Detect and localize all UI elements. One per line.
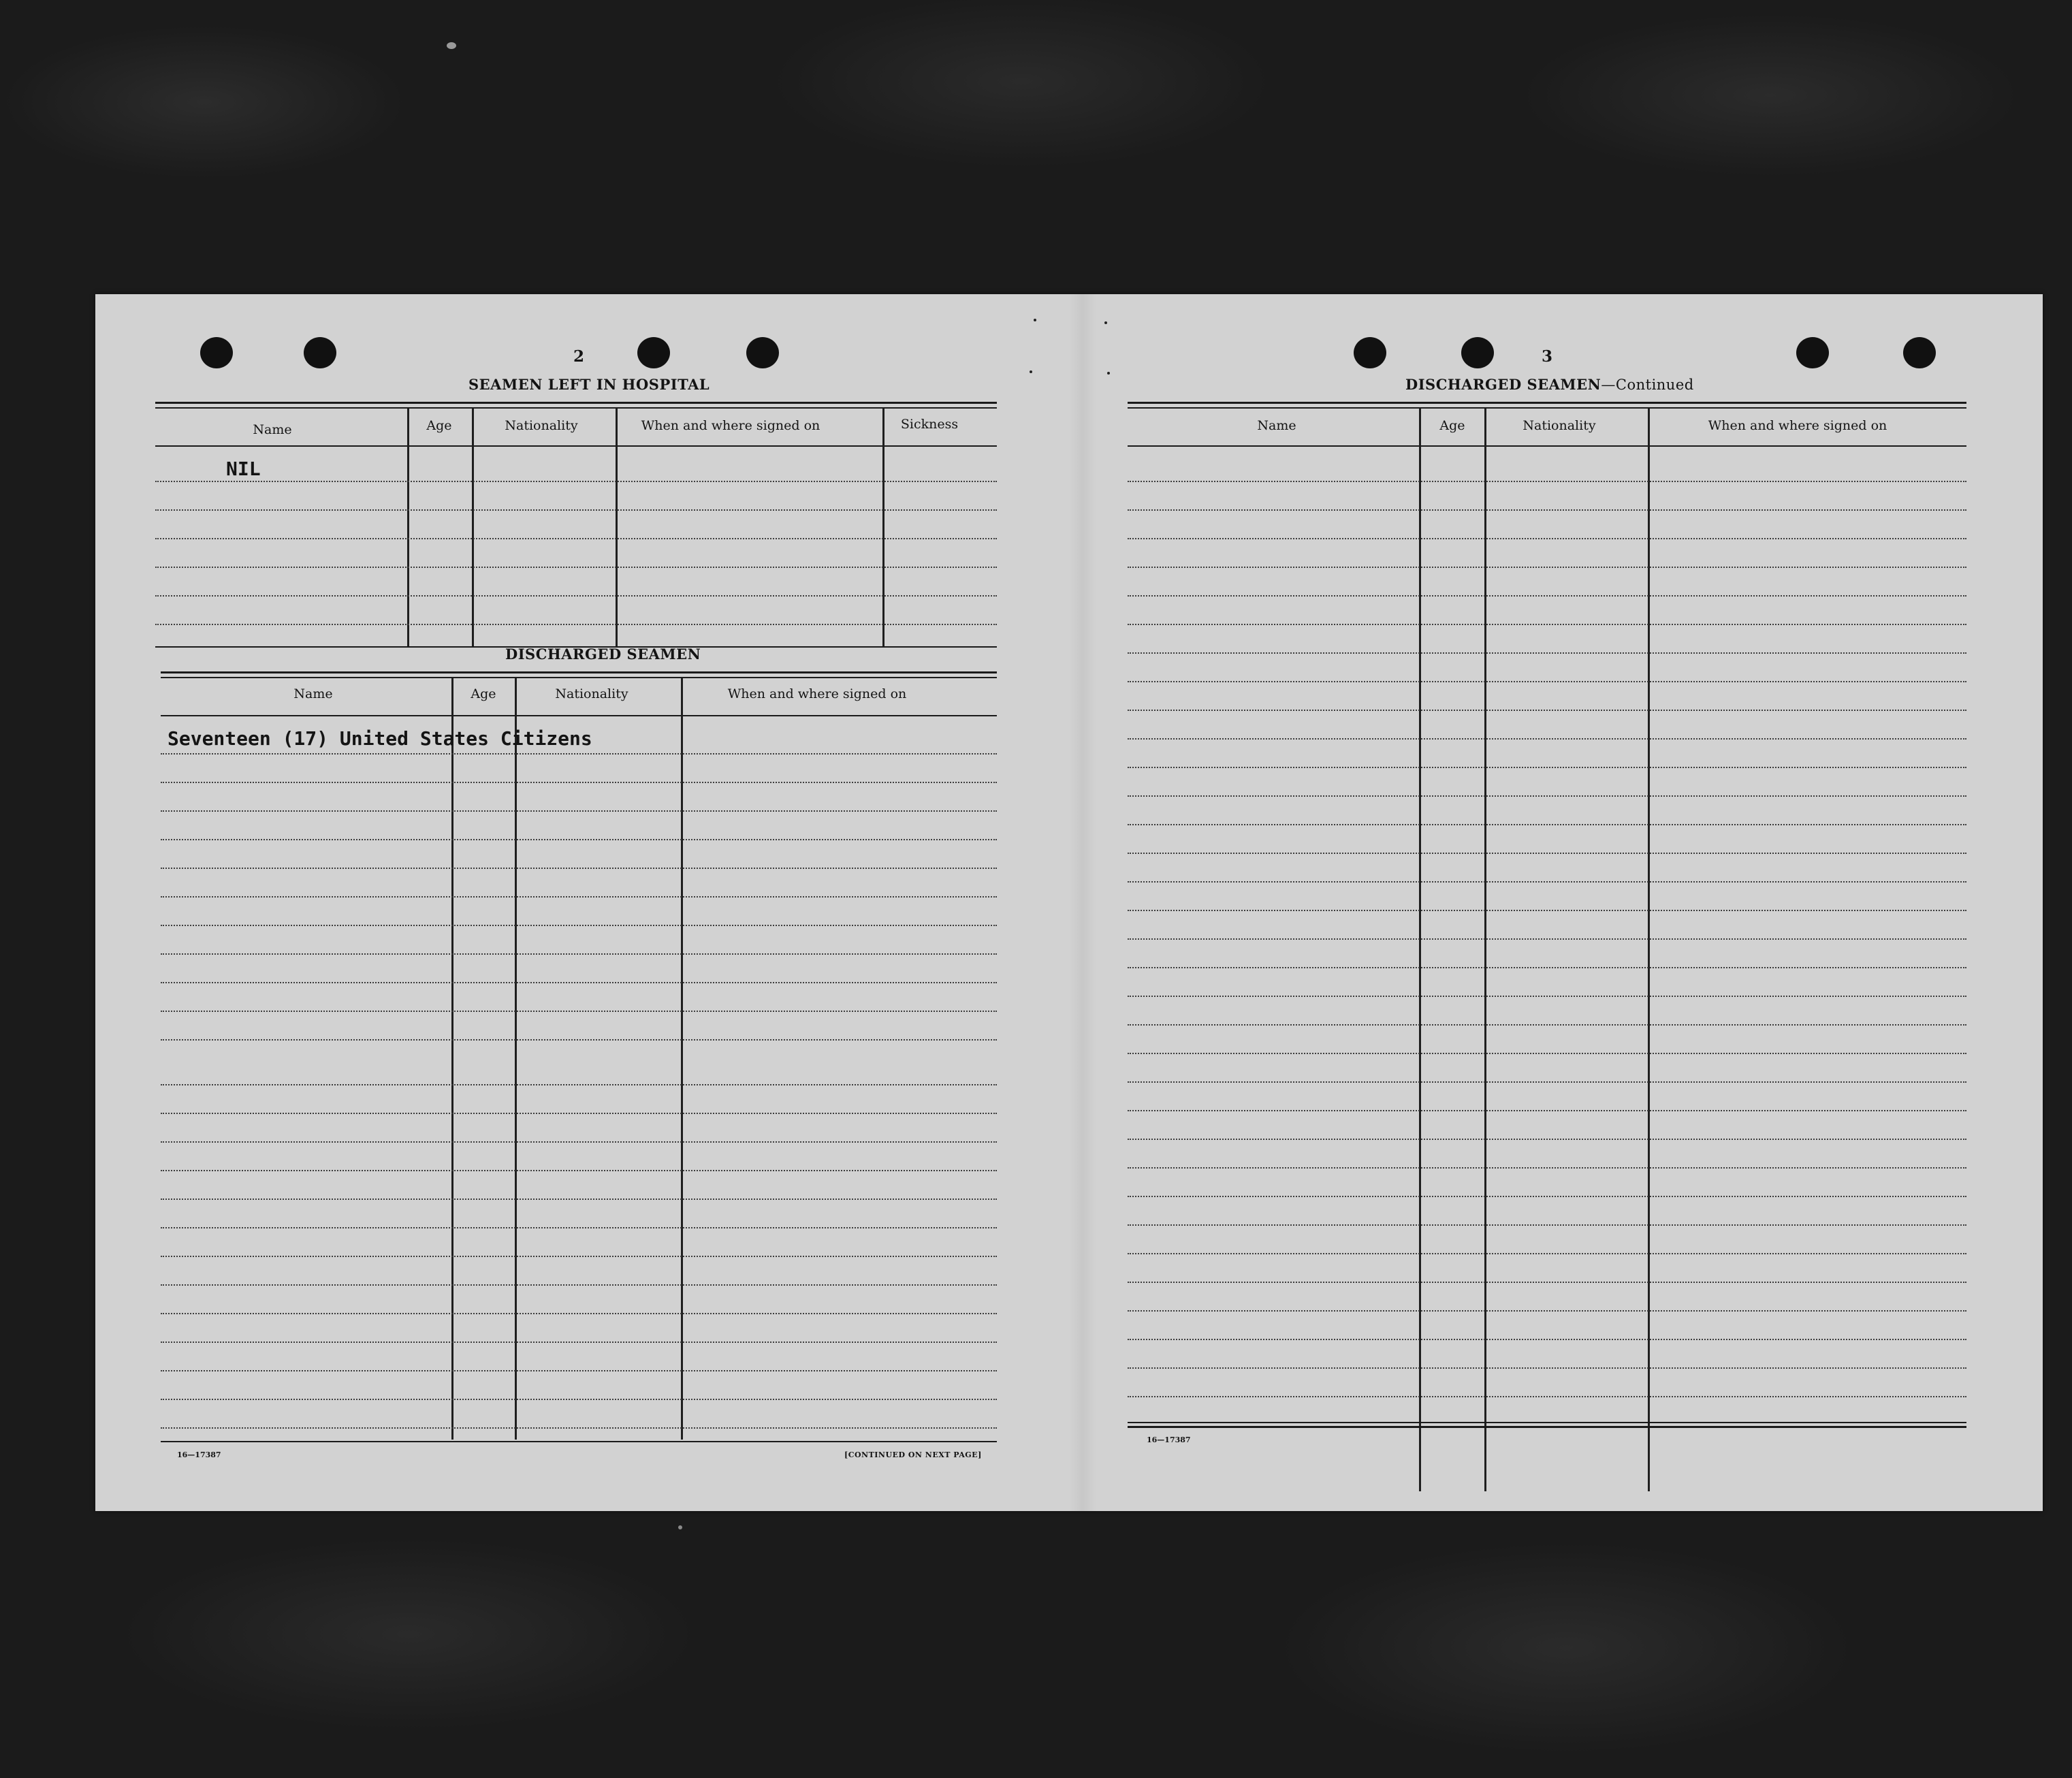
table-row-line [1128,1167,1966,1169]
hospital-col-nationality: Nationality [505,418,578,433]
hospital-col-divider [616,409,618,647]
right-col-divider [1648,409,1650,1491]
table-row-line [161,1427,997,1429]
hospital-col-sickness: Sickness [900,417,959,432]
right-bottom-rule [1128,1426,1966,1428]
table-row-line [161,925,997,926]
table-row-line [161,1256,997,1257]
table-row-line [1128,1282,1966,1283]
table-row-line [1128,996,1966,997]
discharged-top-rule [161,671,997,673]
scan-speck [1030,370,1032,373]
punch-hole-icon [1903,337,1936,368]
discharged-col-divider [515,678,517,1440]
right-form-number: 16—17387 [1147,1435,1191,1444]
table-row-line [1128,824,1966,825]
right-header-rule [1128,445,1966,447]
table-row-line [161,1084,997,1085]
punch-hole-icon [200,337,233,368]
right-col-divider [1484,409,1486,1491]
table-row-line [1128,1253,1966,1254]
table-row-line [1128,910,1966,911]
table-row-line [161,868,997,869]
left-page-number: 2 [573,347,585,366]
right-col-divider [1419,409,1421,1491]
hospital-col-signed-on: When and where signed on [641,418,820,433]
hospital-row-line [155,481,997,482]
table-row-line [161,896,997,898]
table-row-line [161,839,997,840]
right-title-main: DISCHARGED SEAMEN [1405,376,1601,393]
right-top-rule [1128,402,1966,404]
scan-speck [678,1525,682,1529]
table-row-line [1128,509,1966,511]
table-row-line [1128,967,1966,968]
right-top-rule [1128,407,1966,409]
table-row-line [161,782,997,783]
discharged-col-divider [451,678,453,1440]
table-row-line [161,1370,997,1371]
table-row-line [161,1198,997,1200]
table-row-line [1128,595,1966,597]
center-fold [1069,294,1096,1511]
table-row-line [161,1039,997,1041]
punch-hole-icon [637,337,670,368]
hospital-col-divider [882,409,884,647]
right-col-name: Name [1257,418,1296,433]
document-sheet [95,294,2043,1511]
table-row-line [161,1141,997,1143]
hospital-col-divider [407,409,409,647]
scan-speck [447,42,456,49]
hospital-top-rule [155,407,997,409]
table-row-line [1128,795,1966,797]
table-row-line [1128,1339,1966,1340]
table-row-line [1128,853,1966,854]
right-col-age: Age [1439,418,1465,433]
right-col-nationality: Nationality [1523,418,1596,433]
scan-speck [1107,372,1110,375]
table-row-line [161,1313,997,1314]
table-row-line [1128,1310,1966,1312]
punch-hole-icon [1796,337,1829,368]
discharged-col-nationality: Nationality [555,686,628,701]
table-row-line [1128,1224,1966,1226]
hospital-row-line [155,509,997,511]
discharged-col-age: Age [471,686,496,701]
discharged-col-name: Name [293,686,333,701]
right-bottom-rule [1128,1422,1966,1423]
table-row-line [1128,710,1966,711]
continued-note: [CONTINUED ON NEXT PAGE] [844,1450,982,1459]
table-row-line [1128,681,1966,682]
scan-speck [1104,321,1107,324]
table-row-line [161,1227,997,1228]
table-row-line [1128,1053,1966,1054]
table-row-line [161,982,997,983]
hospital-col-divider [472,409,474,647]
hospital-row-line [155,567,997,568]
table-row-line [1128,938,1966,940]
discharged-col-signed-on: When and where signed on [727,686,907,701]
table-row-line [1128,881,1966,883]
table-row-line [1128,1367,1966,1369]
table-row-line [1128,624,1966,625]
table-row-line [1128,1081,1966,1083]
discharged-top-rule [161,677,997,678]
right-col-signed-on: When and where signed on [1708,418,1887,433]
left-form-number: 16—17387 [177,1450,221,1459]
table-row-line [161,1342,997,1343]
table-row-line [161,1170,997,1171]
table-row-line [1128,738,1966,740]
scan-speck [1034,319,1036,321]
punch-hole-icon [746,337,779,368]
table-row-line [1128,567,1966,568]
discharged-section-title: DISCHARGED SEAMEN [505,646,701,663]
table-row-line [1128,538,1966,539]
hospital-row-line [155,624,997,625]
hospital-col-name: Name [253,422,292,437]
table-row-line [161,1399,997,1400]
punch-hole-icon [304,337,336,368]
table-row-line [161,810,997,812]
right-title-continued: —Continued [1601,377,1694,393]
table-row-line [1128,481,1966,482]
table-row-line [1128,1196,1966,1197]
table-row-line [161,753,997,755]
table-row-line [161,1284,997,1286]
table-row-line [161,1113,997,1114]
right-section-title [1405,376,1694,393]
table-row-line [1128,1139,1966,1140]
discharged-header-rule [161,715,997,716]
table-row-line [1128,1024,1966,1026]
table-row-line [1128,652,1966,654]
hospital-row-line [155,538,997,539]
hospital-entry-nil: NIL [226,458,261,480]
hospital-header-rule [155,445,997,447]
discharged-bottom-rule [161,1441,997,1442]
hospital-top-rule [155,402,997,404]
discharged-col-divider [681,678,683,1440]
table-row-line [161,953,997,955]
table-row-line [161,1011,997,1012]
punch-hole-icon [1354,337,1386,368]
table-row-line [1128,1110,1966,1111]
hospital-row-line [155,595,997,597]
punch-hole-icon [1461,337,1494,368]
hospital-col-age: Age [426,418,452,433]
discharged-entry: Seventeen (17) United States Citizens [168,727,592,750]
hospital-section-title: SEAMEN LEFT IN HOSPITAL [468,376,710,393]
table-row-line [1128,1396,1966,1397]
table-row-line [1128,767,1966,768]
right-page-number: 3 [1542,347,1553,366]
